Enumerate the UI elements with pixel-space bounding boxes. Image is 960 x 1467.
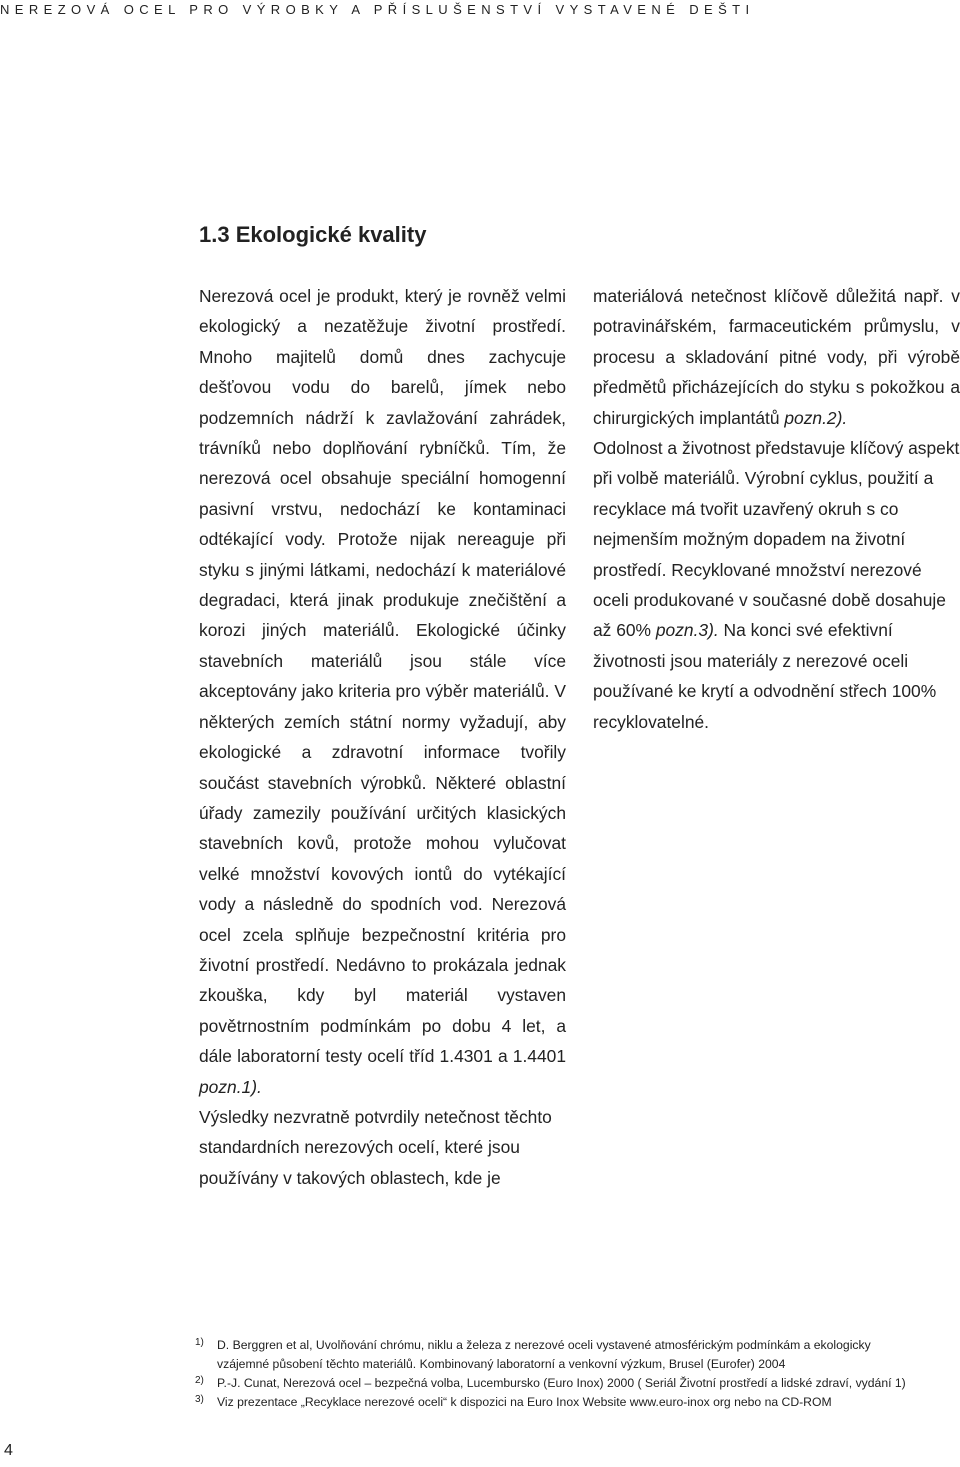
footnote-text: D. Berggren et al, Uvolňování chrómu, niklu a železa z nerezové oceli vystavené atmosférickým podmínkám a ekologicky	[217, 1338, 871, 1352]
footnotes	[195, 1336, 960, 1412]
page-number: 4	[4, 1442, 13, 1459]
note-reference: pozn.1).	[199, 1076, 262, 1097]
footnote	[195, 1374, 960, 1393]
note-reference: pozn.2).	[784, 407, 848, 428]
body-paragraph: Odolnost a životnost představuje klíčový aspekt při volbě materiálů. Výrobní cyklus, použití a recyklace má tvořit uzavřený okruh s co nejmenším možným dopadem na životní prostředí. Recyklované množství nerezové oceli produkované v současné době dosahuje až 60% pozn.3). Na konci své efektivní životnosti jsou materiály z nerezové oceli používané ke krytí a odvodnění střech 100% recyklovatelné.	[593, 438, 960, 732]
running-header: NEREZOVÁ OCEL PRO VÝROBKY A PŘÍSLUŠENSTVÍ VYSTAVENÉ DEŠTI	[0, 2, 755, 17]
footnote-text: P.-J. Cunat, Nerezová ocel – bezpečná volba, Lucembursko (Euro Inox) 2000 ( Seriál Životní prostředí a lidské zdraví, vydání 1)	[217, 1376, 906, 1390]
footnote	[195, 1393, 960, 1412]
body-paragraph: Výsledky nezvratně potvrdily netečnost těchto standardních nerezových ocelí, které jsou používány v takových oblastech, kde je	[199, 1106, 552, 1188]
footnote-number: 2)	[195, 1375, 204, 1386]
footnote-number: 1)	[195, 1337, 204, 1348]
body-paragraph: Nerezová ocel je produkt, který je rovněž velmi ekologický a nezatěžuje životní prostředí. Mnoho majitelů domů dnes zachycuje dešťovou vodu do barelů, jímek nebo podzemních nádrží k zavlažování zahrádek, trávníků nebo doplňování rybníčků. Tím, že nerezová ocel obsahuje speciální homogenní pasivní vrstvu, nedochází ke kontaminaci odtékající vody. Protože nijak nereaguje při styku s jinými látkami, nedochází k materiálové degradaci, která jinak produkuje znečištění a korozi jiných materiálů. Ekologické účinky stavebních materiálů jsou stále více akceptovány jako kriteria pro výběr materiálů. V některých zemích státní normy vyžadují, aby ekologické a zdravotní informace tvořily součást stavebních výrobků. Některé oblastní úřady zamezily používání určitých klasických stavebních kovů, protože mohou vylučovat velké množství kovových iontů do vytékající vody a následně do spodních vod. Nerezová ocel zcela splňuje bezpečnostní kritéria pro životní prostředí. Nedávno to prokázala jednak zkouška, kdy byl materiál vystaven povětrnostním podmínkám po dobu 4 let, a dále laboratorní testy ocelí tříd 1.4301 a 1.4401 pozn.1).	[199, 286, 566, 1097]
body-paragraph: materiálová netečnost klíčově důležitá např. v potravinářském, farmaceutickém průmyslu, v procesu a skladování pitné vody, při výrobě předmětů přicházejících do styku s pokožkou a chirurgických implantátů pozn.2).	[593, 286, 960, 428]
footnote-text: vzájemné působení těchto materiálů. Kombinovaný laboratorní a venkovní výzkum, Brusel (Eurofer) 2004	[217, 1357, 786, 1371]
footnote	[195, 1336, 960, 1374]
left-column	[199, 281, 566, 1193]
section-title: 1.3 Ekologické kvality	[199, 222, 427, 247]
right-column	[593, 281, 960, 737]
note-reference: pozn.3).	[655, 620, 719, 641]
footnote-text: Viz prezentace „Recyklace nerezové oceli“ k dispozici na Euro Inox Website www.euro-inox org nebo na CD-ROM	[217, 1395, 832, 1409]
footnote-number: 3)	[195, 1394, 204, 1405]
